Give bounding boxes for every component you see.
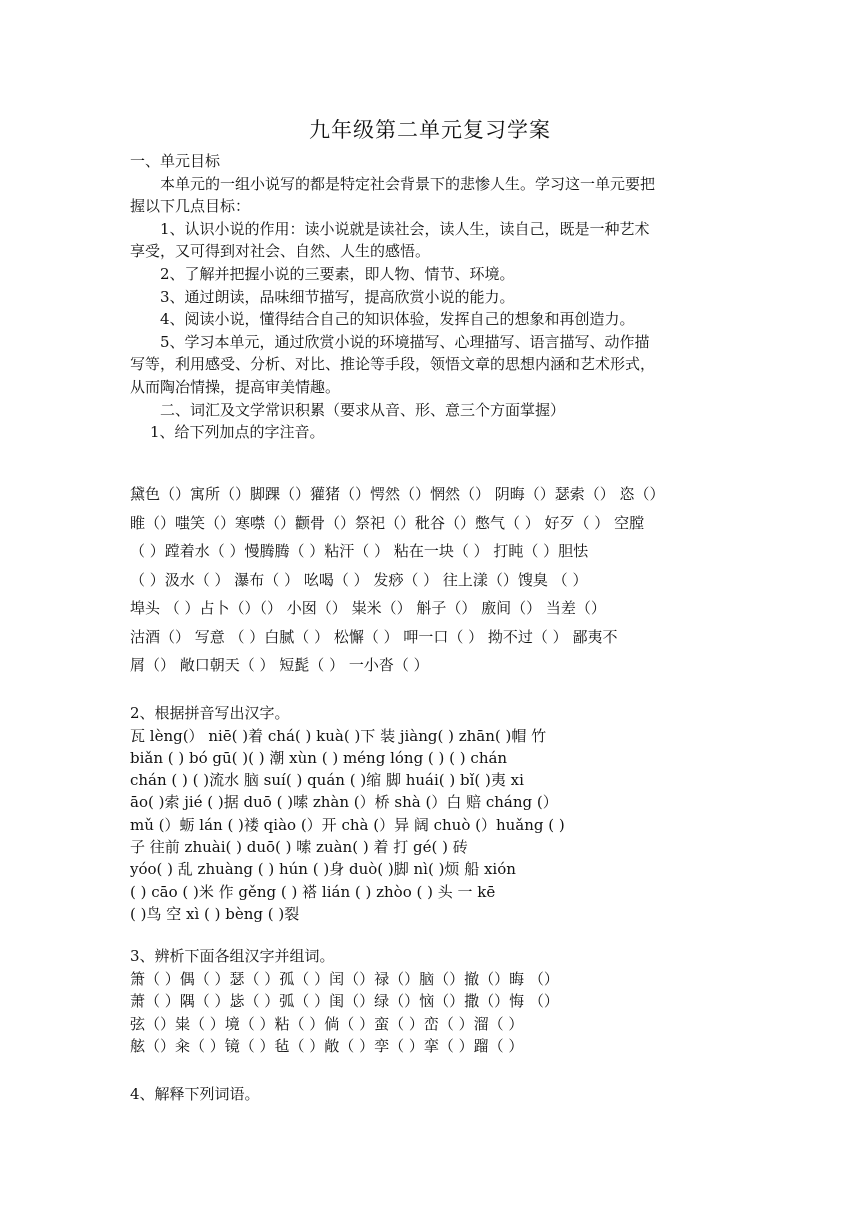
exercise-line: 埠头 （ ）占卜（）（） 小囡（） 粜米（） 斛子（） 廒间（） 当差（） <box>130 599 606 617</box>
paragraph-line: 享受，又可得到对社会、自然、人生的感悟。 <box>130 242 431 261</box>
paragraph-line: 4、阅读小说，懂得结合自己的知识体验，发挥自己的想象和再创造力。 <box>160 310 635 329</box>
exercise-line: 子 往前 zhuài( ) duō( ) 嗦 zuàn( ) 着 打 gé( ) 砖 <box>130 838 468 857</box>
subsection-heading: 二、词汇及文学常识积累（要求从音、形、意三个方面掌握） <box>160 400 566 419</box>
exercise-line: 箫（ ）偶（ ）瑟（ ）孤（ ）闰（）禄（）脑（）撤（）晦 （） <box>130 969 559 988</box>
exercise-heading: 3、辨析下面各组汉字并组词。 <box>130 947 335 965</box>
exercise-line: 舷（）籴（ ）镜（ ）毡（ ）敞（ ）孪（ ）挛（ ）蹓（ ） <box>130 1037 524 1056</box>
exercise-line: ( )鸟 空 xì ( ) bèng ( )裂 <box>130 904 300 923</box>
exercise-line: biǎn ( ) bó gū( )( ) 潮 xùn ( ) méng lóng ( ) ( ) chán <box>130 748 508 767</box>
character-distinction-exercise <box>130 945 730 1058</box>
phonetics-exercise <box>130 480 730 680</box>
paragraph-line: 1、认识小说的作用：读小说就是读社会，读人生，读自己，既是一种艺术 <box>160 219 650 238</box>
exercise-line: （ ）汲水（ ） 瀑布（ ） 吆喝（ ） 发痧（ ） 往上漾（）馊臭 （ ） <box>130 570 588 589</box>
paragraph-line: 5、学习本单元，通过欣赏小说的环境描写、心理描写、语言描写、动作描 <box>160 332 650 351</box>
paragraph-line: 3、通过朗读，品味细节描写，提高欣赏小说的能力。 <box>160 287 515 306</box>
exercise-line: 睢（）嗤笑（）寒噤（）颧骨（）祭祀（）秕谷（）憋气（ ） 好歹（ ） 空膛 <box>130 513 645 532</box>
exercise-heading: 4、解释下列词语。 <box>130 1085 260 1103</box>
exercise-line: yóo( ) 乱 zhuàng ( ) hún ( )身 duò( )脚 nì( )烦 船 xión <box>130 860 516 879</box>
exercise-line: （ ）蹚着水（ ）慢腾腾（ ）粘汗（ ） 粘在一块（ ） 打盹（ ）胆怯 <box>130 542 589 560</box>
paragraph-line: 本单元的一组小说写的都是特定社会背景下的悲惨人生。学习这一单元要把 <box>160 174 656 193</box>
paragraph-line: 从而陶冶情操，提高审美情趣。 <box>130 377 341 396</box>
exercise-line: 萧（ ）隅（ ）毖（ ）弧（ ）闺（）绿（）恼（）撒（）悔 （） <box>130 992 559 1011</box>
section-unit-goals <box>130 150 730 444</box>
paragraph-line: 握以下几点目标： <box>130 197 251 216</box>
exercise-heading: 1、给下列加点的字注音。 <box>150 423 325 442</box>
exercise-line: 屑（） 敞口朝天（ ） 短髭（ ） 一小沓（ ） <box>130 656 429 674</box>
exercise-line: ( ) cāo ( )米 作 gěng ( ) 褡 lián ( ) zhòo ( ) 头 一 kē <box>130 882 496 901</box>
exercise-heading: 2、根据拼音写出汉字。 <box>130 704 290 722</box>
vocabulary-explanation-exercise <box>130 1083 730 1106</box>
exercise-line: 瓦 lèng(） niē( )着 chá( ) kuà( )下 装 jiàng( ) zhān( )帽 竹 <box>130 726 547 745</box>
exercise-line: 沽酒（） 写意 （ ）白腻（ ） 松懈（ ） 呷一口（ ） 拗不过（ ） 鄙夷不 <box>130 627 618 646</box>
exercise-line: 弦（）粜（ ）境（ ）粘（ ）倘（ ）蛮（ ）峦（ ）溜（ ） <box>130 1014 524 1033</box>
paragraph-line: 写等，利用感受、分析、对比、推论等手段，领悟文章的思想内涵和艺术形式， <box>130 355 656 374</box>
exercise-line: 黛色（）寓所（）脚踝（）獾猪（）愕然（）惘然（） 阴晦（）瑟索（） 恣（） <box>130 485 665 503</box>
exercise-line: mǔ (）蛎 lán ( )褛 qiào (）开 chà (）异 阔 chuò (）huǎng ( ) <box>130 815 565 834</box>
paragraph-line: 2、了解并把握小说的三要素，即人物、情节、环境。 <box>160 264 515 283</box>
page-title: 九年级第二单元复习学案 <box>309 118 551 142</box>
exercise-line: chán ( ) ( )流水 脑 suí( ) quán ( )缩 脚 huái( ) bǐ( )夷 xi <box>130 771 524 790</box>
exercise-line: āo( )索 jié ( )据 duō ( )嗦 zhàn (）桥 shà (）白 赔 cháng (） <box>130 793 558 812</box>
pinyin-exercise <box>130 702 730 925</box>
section-heading: 一、单元目标 <box>130 152 221 170</box>
